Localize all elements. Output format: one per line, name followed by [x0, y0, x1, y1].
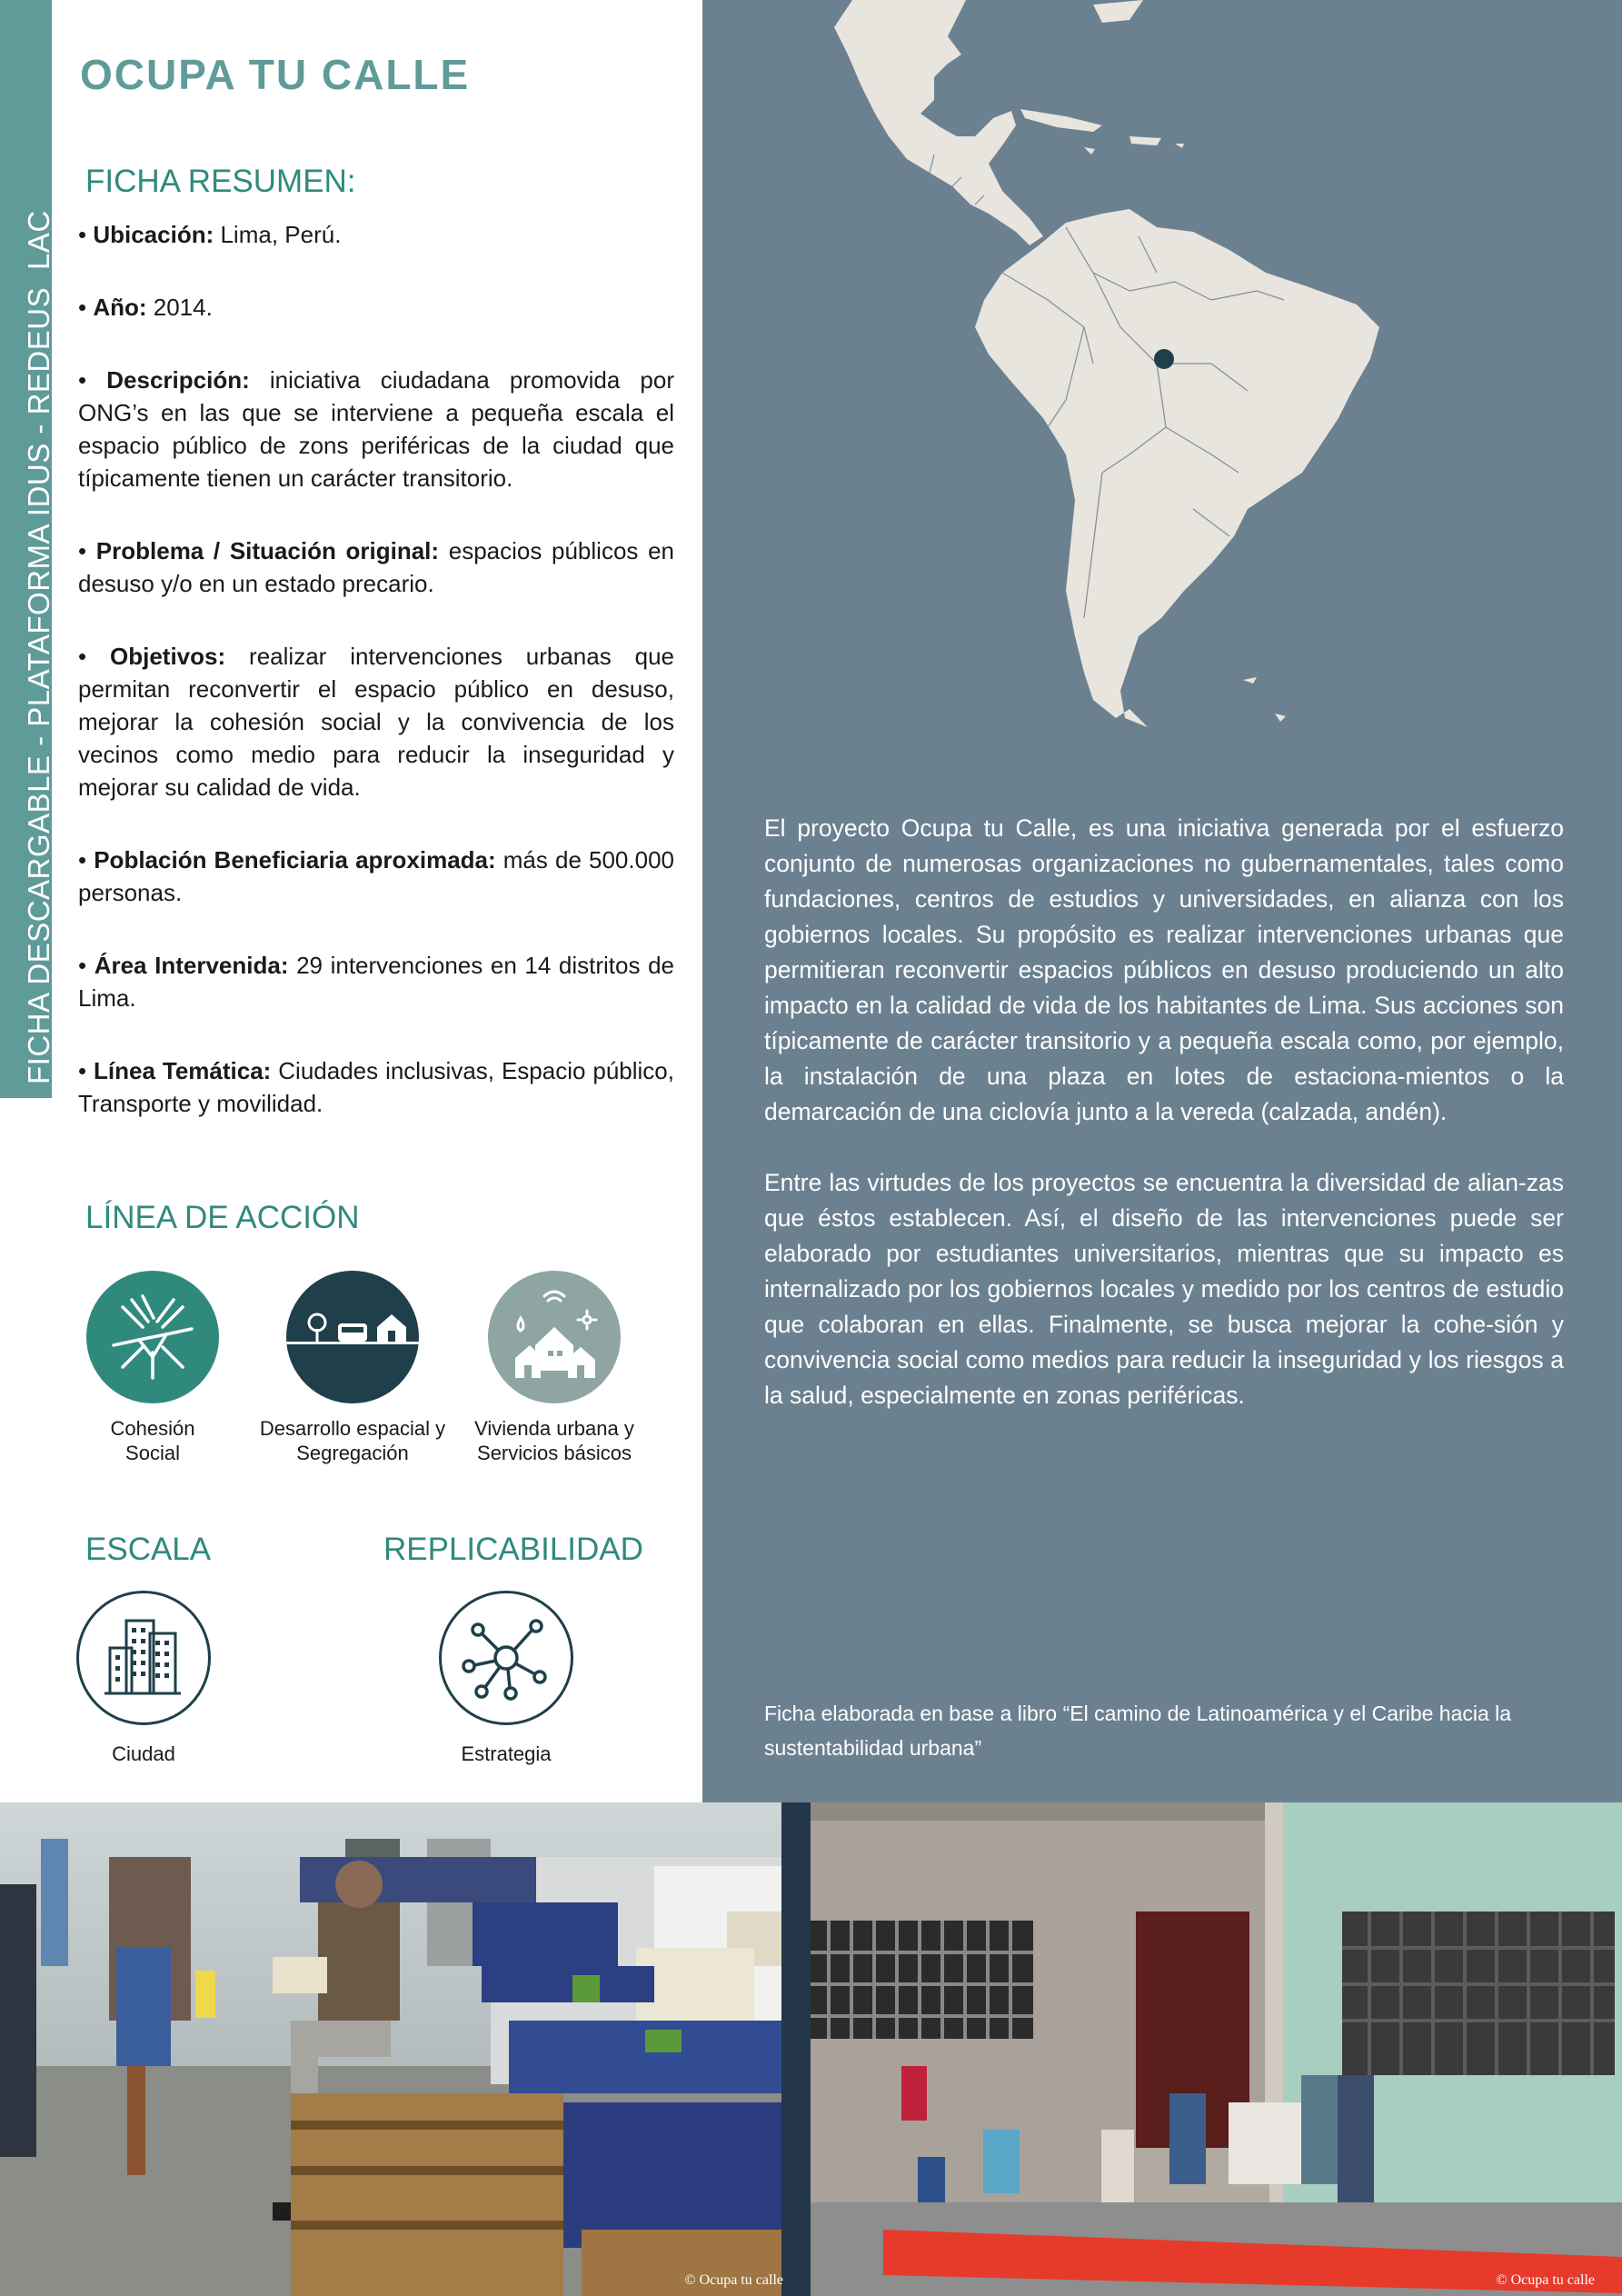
action-label-line1: Cohesión [110, 1417, 195, 1440]
action-label-line1: Desarrollo espacial y [259, 1417, 446, 1440]
action-label-line1: Vivienda urbana y [474, 1417, 634, 1440]
action-item-development [244, 1271, 462, 1465]
scale-heading: ESCALA [85, 1532, 212, 1567]
city-buildings-icon [76, 1591, 211, 1725]
summary-item-objectives: • Objetivos: realizar intervenciones urbanas que permitan reconvertir el espacio público en desuso, mejorar la cohesión social y la convivencia de los vecinos como medio para reducir la inseguridad y mejorar su calidad de vida. [78, 643, 675, 801]
south-america-shape [975, 209, 1379, 727]
summary-item-area: • Área Intervenida: 29 intervenciones en 14 distritos de Lima. [78, 952, 674, 1012]
cuba-shape [1020, 109, 1102, 132]
mexico-central-america-shape [834, 0, 1043, 245]
summary-item-problem: • Problema / Situación original: espacios públicos en desuso y/o en un estado precario. [78, 537, 674, 597]
florida-shape [1093, 0, 1143, 23]
summary-item-population: • Población Beneficiaria aproximada: más de 500.000 personas. [78, 846, 674, 906]
summary-item-location: • Ubicación: Lima, Perú. [78, 221, 342, 248]
summary-item-theme: • Línea Temática: Ciudades inclusivas, Espacio público, Transporte y movilidad. [78, 1057, 674, 1117]
hands-icon [86, 1271, 219, 1403]
replicability-item [424, 1591, 588, 1766]
photo-pallet-bench [0, 1802, 811, 2296]
photo-credit-right: © Ocupa tu calle [1496, 2272, 1595, 2288]
replicability-label: Estrategia [461, 1742, 552, 1765]
action-item-housing [454, 1271, 654, 1465]
network-icon [439, 1591, 573, 1725]
side-strip [0, 0, 55, 1098]
action-item-cohesion [53, 1271, 253, 1465]
description-paragraph: El proyecto Ocupa tu Calle, es una iniciativa generada por el esfuerzo conjunto de numerosas organizaciones no gubernamentales, tales como fundaciones, centros de estudios y universidades, en alianza con los gobiernos locales. Su propósito es realizar intervenciones urbanas que permitieran reconvertir espacios públicos en desuso produciendo un alto impacto en la calidad de vida de los habitantes de Lima. Sus acciones son típicamente de carácter transitorio y a pequeña escala como, por ejemplo, la instalación de una plaza en lotes de estaciona-mientos o la demarcación de una ciclovía junto a la vereda (calzada, andén). [764, 814, 1564, 1125]
action-label-line2: Segregación [296, 1442, 409, 1464]
photo-credit-left: © Ocupa tu calle [684, 2272, 783, 2288]
summary-list [78, 218, 674, 1160]
project-description [764, 811, 1564, 1449]
source-footnote: Ficha elaborada en base a libro “El camino de Latinoamérica y el Caribe hacia la sustentabilidad urbana” [764, 1702, 1512, 1760]
latin-america-map [702, 0, 1622, 800]
summary-item-description: • Descripción: iniciativa ciudadana promovida por ONG’s en las que se interviene a pequeña escala el espacio público de zons periféricas de la ciudad que típicamente tienen un carácter transitorio. [78, 366, 674, 492]
replicability-heading: REPLICABILIDAD [383, 1532, 643, 1567]
antilles-shape [1084, 144, 1184, 155]
page-title: OCUPA TU CALLE [80, 51, 471, 98]
summary-heading: FICHA RESUMEN: [85, 164, 356, 199]
action-label-line2: Social [125, 1442, 180, 1464]
summary-item-year: • Año: 2014. [78, 294, 213, 321]
lima-marker [1154, 349, 1174, 369]
side-strip-text: FICHA DESCARGABLE - PLATAFORMA IDUS - REDEUS_LAC [22, 210, 55, 1084]
urban-development-icon [286, 1271, 419, 1403]
hispaniola-shape [1129, 136, 1161, 145]
photo-bike-lane-painting [811, 1802, 1622, 2296]
housing-icon [488, 1271, 621, 1403]
falkland-shape [1243, 677, 1286, 722]
scale-label: Ciudad [112, 1742, 175, 1765]
action-label-line2: Servicios básicos [477, 1442, 632, 1464]
scale-item [62, 1591, 225, 1766]
description-paragraph: Entre las virtudes de los proyectos se encuentra la diversidad de alian-zas que éstos establecen. Así, el diseño de las intervenciones puede ser elaborado por estudiantes universitarios, mientras que su impacto es internalizado por los gobiernos locales y medido por los centros de estudio que colaboran en ellas. Finalmente, se busca mejorar la cohe-sión y convivencia social como medios para reducir la inseguridad y los riesgos a la salud, especialmente en zonas periféricas. [764, 1169, 1564, 1409]
action-heading: LÍNEA DE ACCIÓN [85, 1200, 360, 1235]
